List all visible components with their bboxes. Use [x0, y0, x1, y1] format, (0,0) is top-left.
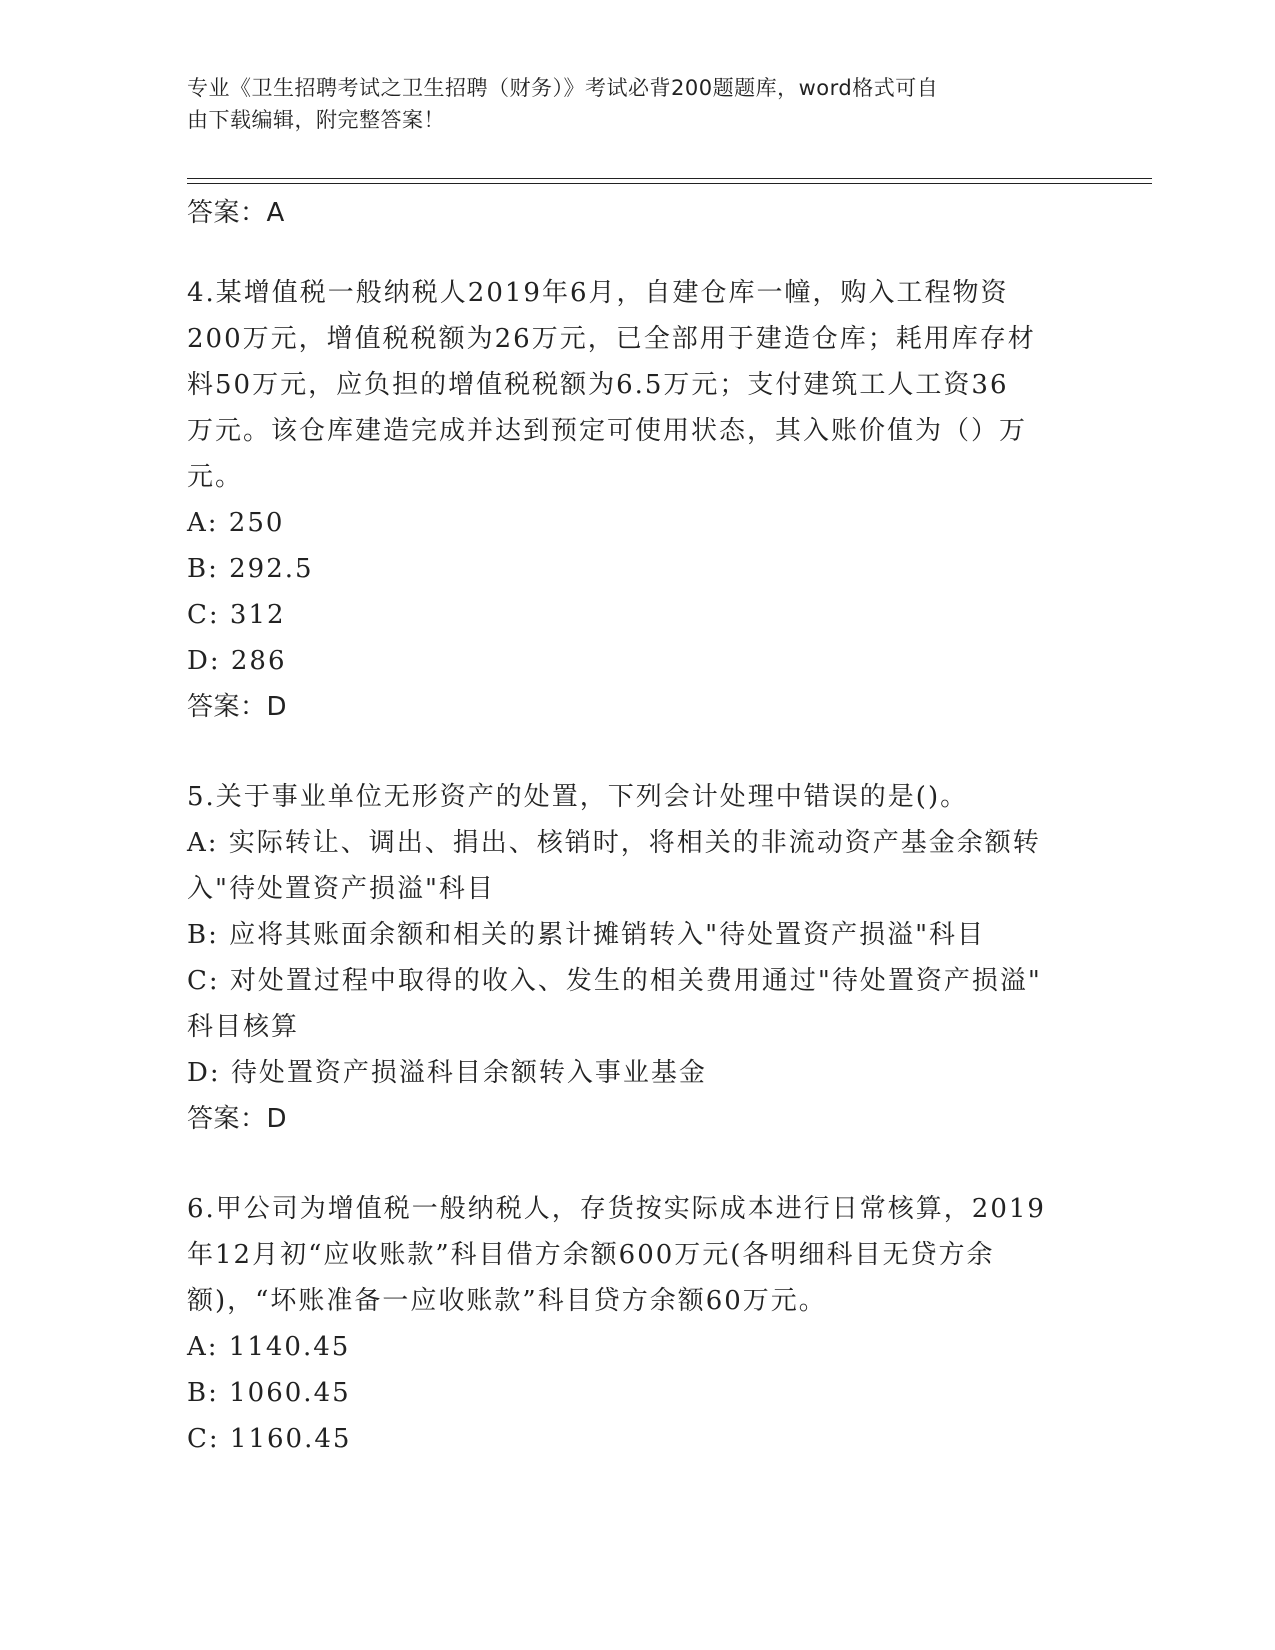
question-4-option-c: C: 312: [187, 600, 286, 630]
question-5-option-c-line-1: C: 对处置过程中取得的收入、发生的相关费用通过"待处置资产损溢": [187, 966, 1042, 996]
question-6-line-1: 6.甲公司为增值税一般纳税人，存货按实际成本进行日常核算，2019: [187, 1194, 1046, 1224]
question-6-option-b: B: 1060.45: [187, 1378, 351, 1408]
question-6-option-a: A: 1140.45: [187, 1332, 351, 1362]
question-4: [187, 270, 1087, 730]
question-4-line-2: 200万元，增值税税额为26万元，已全部用于建造仓库；耗用库存材: [187, 324, 1036, 354]
header-rule-top: [187, 178, 1152, 179]
question-5: [187, 774, 1087, 1142]
question-4-answer: 答案：D: [187, 692, 288, 722]
header-rule-bottom: [187, 183, 1152, 184]
question-6-line-3: 额)，“坏账准备一应收账款”科目贷方余额60万元。: [187, 1286, 827, 1316]
document-body: [187, 190, 1087, 1462]
question-5-option-b: B: 应将其账面余额和相关的累计摊销转入"待处置资产损溢"科目: [187, 920, 986, 950]
question-4-line-5: 元。: [187, 462, 244, 492]
question-5-line-1: 5.关于事业单位无形资产的处置，下列会计处理中错误的是()。: [187, 782, 969, 812]
question-5-option-c-line-2: 科目核算: [187, 1012, 300, 1042]
question-4-option-a: A: 250: [187, 508, 285, 538]
question-5-option-a-line-1: A: 实际转让、调出、捐出、核销时，将相关的非流动资产基金余额转: [187, 828, 1041, 858]
question-4-option-b: B: 292.5: [187, 554, 314, 584]
header-line-1: 专业《卫生招聘考试之卫生招聘（财务）》考试必背200题题库，word格式可自: [187, 76, 939, 100]
question-4-line-1: 4.某增值税一般纳税人2019年6月，自建仓库一幢，购入工程物资: [187, 278, 1009, 308]
question-6-option-c: C: 1160.45: [187, 1424, 352, 1454]
question-4-line-3: 料50万元，应负担的增值税税额为6.5万元；支付建筑工人工资36: [187, 370, 1009, 400]
question-5-option-d: D: 待处置资产损溢科目余额转入事业基金: [187, 1058, 707, 1088]
document-header: [187, 72, 1067, 136]
question-4-option-d: D: 286: [187, 646, 287, 676]
question-6-line-2: 年12月初“应收账款”科目借方余额600万元(各明细科目无贷方余: [187, 1240, 995, 1270]
header-line-2: 由下载编辑，附完整答案！: [187, 108, 445, 132]
question-5-option-a-line-2: 入"待处置资产损溢"科目: [187, 874, 495, 904]
question-4-line-4: 万元。该仓库建造完成并达到预定可使用状态，其入账价值为（）万: [187, 416, 1028, 446]
question-6: [187, 1186, 1087, 1462]
answer-previous: 答案：A: [187, 198, 285, 228]
question-5-answer: 答案：D: [187, 1104, 288, 1134]
